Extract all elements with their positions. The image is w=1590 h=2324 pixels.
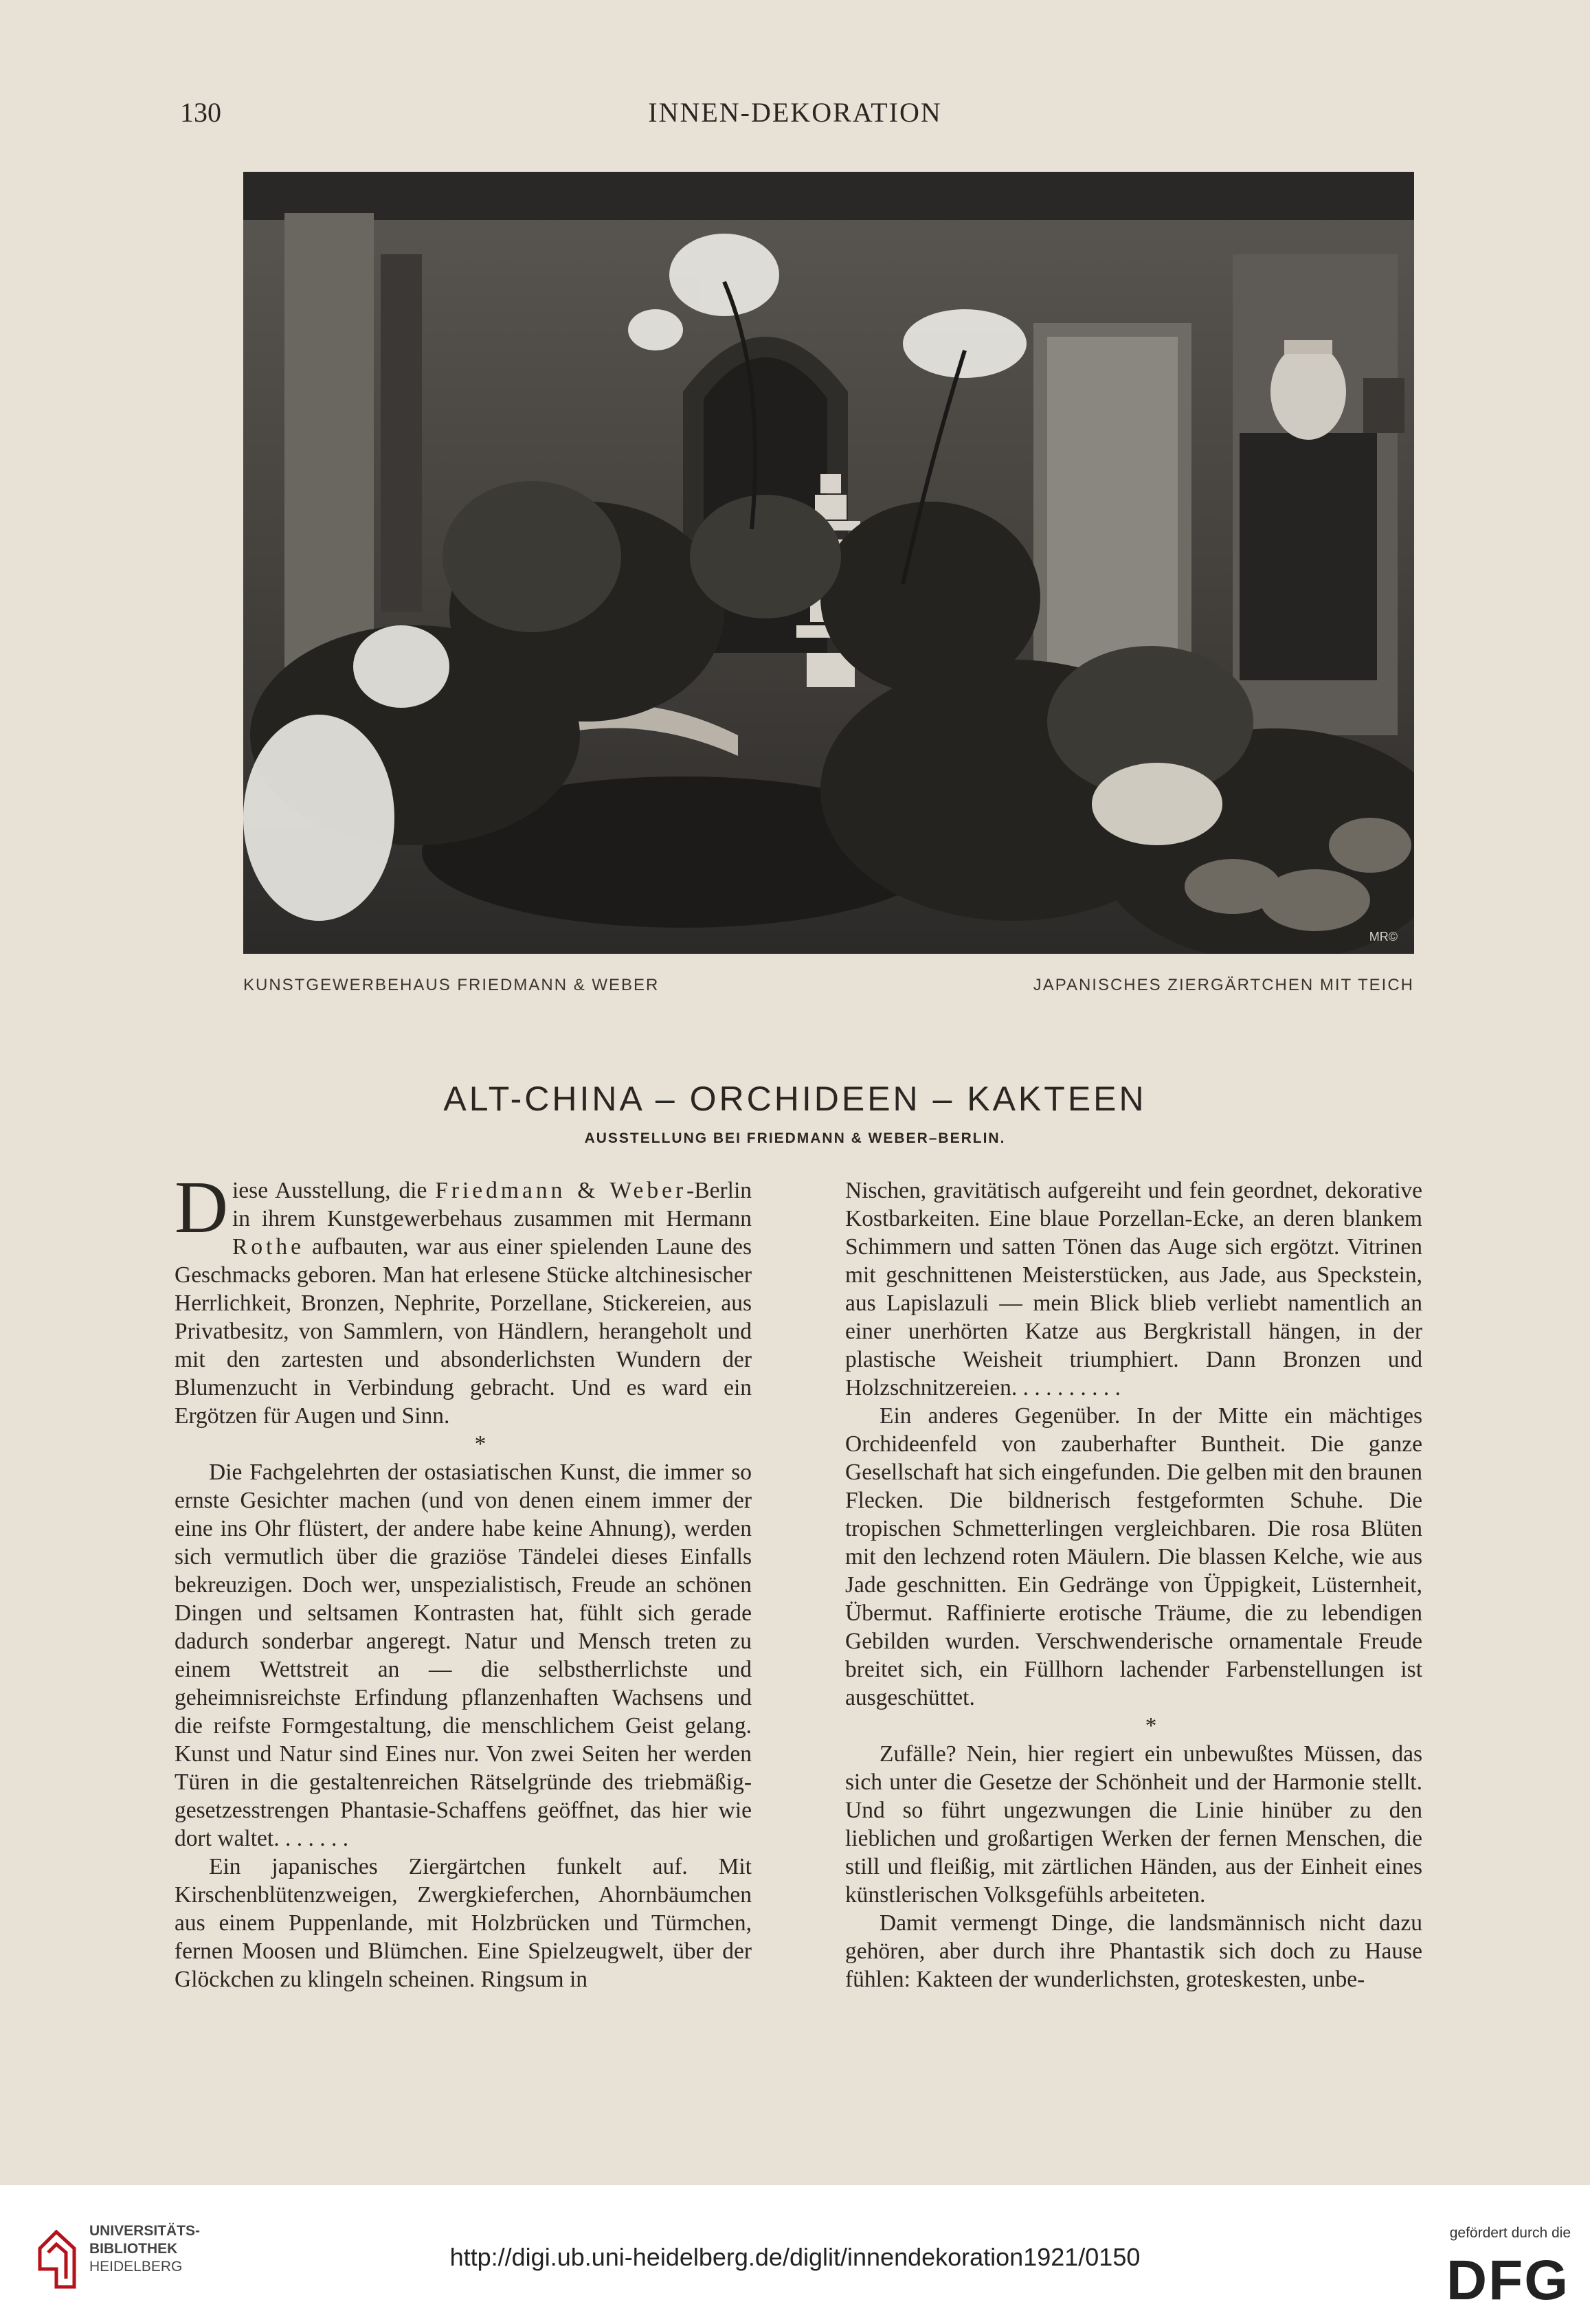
section-star: *: [474, 1431, 486, 1457]
caption-left: KUNSTGEWERBEHAUS FRIEDMANN & WEBER: [243, 976, 660, 994]
paragraph: Ein anderes Gegenüber. In der Mitte ein mächtiges Orchideenfeld von zauberhafter Buntheit. Die ganze Gesellschaft hat sich eingefunden. Die gelben mit den braunen Flecken. Die bildnerisch festgeformten Schuhe. Die tropischen Schmetterlingen vergleichbaren. Die rosa Blüten mit den lechzend roten Mäulern. Die blassen Kelche, wie aus Jade geschnitten. Ein Gedränge von Üppigkeit, Lüsternheit, Übermut. Raffinierte erotische Träume, die zu lebendigen Gebilden wurden. Verschwenderische ornamentale Freude breitet sich, ein Füllhorn lachender Farbenstellungen ist ausgeschüttet.: [845, 1403, 1423, 1710]
paragraph: Ein japanisches Ziergärtchen funkelt auf. Mit Kirschenblütenzweigen, Zwergkieferchen, Ahornbäumchen aus einem Puppenlande, mit Holzbrücken und Türmchen, fernen Moosen und Blümchen. Eine Spielzeugwelt, über der Glöckchen zu klingeln scheinen. Ringsum in: [175, 1854, 752, 1992]
drop-cap: D: [175, 1167, 228, 1249]
caption-right: JAPANISCHES ZIERGÄRTCHEN MIT TEICH: [1033, 976, 1414, 994]
article-subtitle: AUSSTELLUNG BEI FRIEDMANN & WEBER–BERLIN.: [584, 1130, 1006, 1146]
paragraph: Diese Ausstellung, die Friedmann & Weber-Berlin in ihrem Kunstgewerbehaus zusammen mit Hermann Rothe aufbauten, war aus einer spielenden Laune des Geschmacks geboren. Man hat erlesene Stücke altchinesischer Herrlichkeit, Bronzen, Nephrite, Porzellane, Stickereien, aus Privatbesitz, von Sammlern, von Händlern, herangeholt und mit den zartesten und absonderlichsten Wundern der Blumenzucht in Verbindung gebracht. Und es ward ein Ergötzen für Augen und Sinn.: [175, 1167, 752, 1429]
paragraph: Zufälle? Nein, hier regiert ein unbewußtes Müssen, das sich unter die Gesetze der Schönheit und der Harmonie stellt. Und so führt ungezwungen die Linie hinüber zu den lieblichen und großartigen Werken der fernen Menschen, die still und fleißig, mit zärtlichen Händen, aus der Einheit eines künstlerischen Volksgefühls arbeiteten.: [845, 1741, 1422, 1908]
library-name: UNIVERSITÄTS- BIBLIOTHEK HEIDELBERG: [89, 2223, 201, 2275]
digitization-footer: [0, 2185, 1590, 2324]
funding-note: gefördert durch die: [1449, 2225, 1571, 2241]
paragraph: Die Fachgelehrten der ostasiatischen Kunst, die immer so ernste Gesichter machen (und von denen einem immer der eine ins Ohr flüstert, der andere habe keine Ahnung), werden sich vermutlich über die graziöse Tändelei dieses Einfalls bekreuzigen. Doch wer, unspezialistisch, Freude an schönen Dingen und seltsamen Kontrasten hat, fühlt sich gerade dadurch sonderbar angeregt. Natur und Mensch treten zu einem Wettstreit an — die selbstherrlichste und geheimnisreichste Erfindung pflanzenhaften Wachsens und die reifste Formgestaltung, die menschlichem Geist gelang. Kunst und Natur sind Eines nur. Von zwei Seiten her werden Türen in die gestaltenreichen Rätselgründe des triebmäßig-gesetzesstrengen Phantasie-Schaffens geöffnet, das hier wie dort waltet. . . . . . .: [175, 1460, 752, 1851]
dfg-logo: DFG: [1446, 2249, 1569, 2312]
article-title: ALT-CHINA – ORCHIDEEN – KAKTEEN: [443, 1080, 1147, 1118]
photographer-signature: MR©: [1369, 930, 1398, 943]
section-star: *: [1145, 1713, 1157, 1739]
page-number: 130: [180, 97, 221, 128]
name-rothe: Rothe: [232, 1234, 305, 1260]
text-column-right: [845, 1176, 1422, 1993]
source-url[interactable]: http://digi.ub.uni-heidelberg.de/diglit/innendekoration1921/0150: [449, 2243, 1141, 2271]
journal-title: INNEN-DEKORATION: [648, 97, 942, 128]
paragraph: Damit vermengt Dinge, die landsmännisch nicht dazu gehören, aber durch ihre Phantastik sich doch zu Hause fühlen: Kakteen der wunderlichsten, groteskesten, unbe-: [845, 1910, 1422, 1992]
photo-illustration: [243, 172, 1414, 954]
paragraph-continued: Nischen, gravitätisch aufgereiht und fein geordnet, dekorative Kostbarkeiten. Eine blaue Porzellan-Ecke, an deren blankem Schimmern und satten Tönen das Auge sich ergötzt. Vitrinen mit geschnittenen Meisterstücken, aus Jade, aus Speckstein, aus Lapislazuli — mein Blick blieb verliebt namentlich an einer unerhörten Katze aus Bergkristall hängen, in der plastische Weisheit triumphiert. Dann Bronzen und Holzschnitzereien. . . . . . . . . .: [845, 1178, 1422, 1400]
text-column-left: [175, 1167, 752, 1993]
name-friedmann-weber: Friedmann & Weber: [435, 1178, 687, 1203]
garden-photograph: [243, 172, 1414, 954]
